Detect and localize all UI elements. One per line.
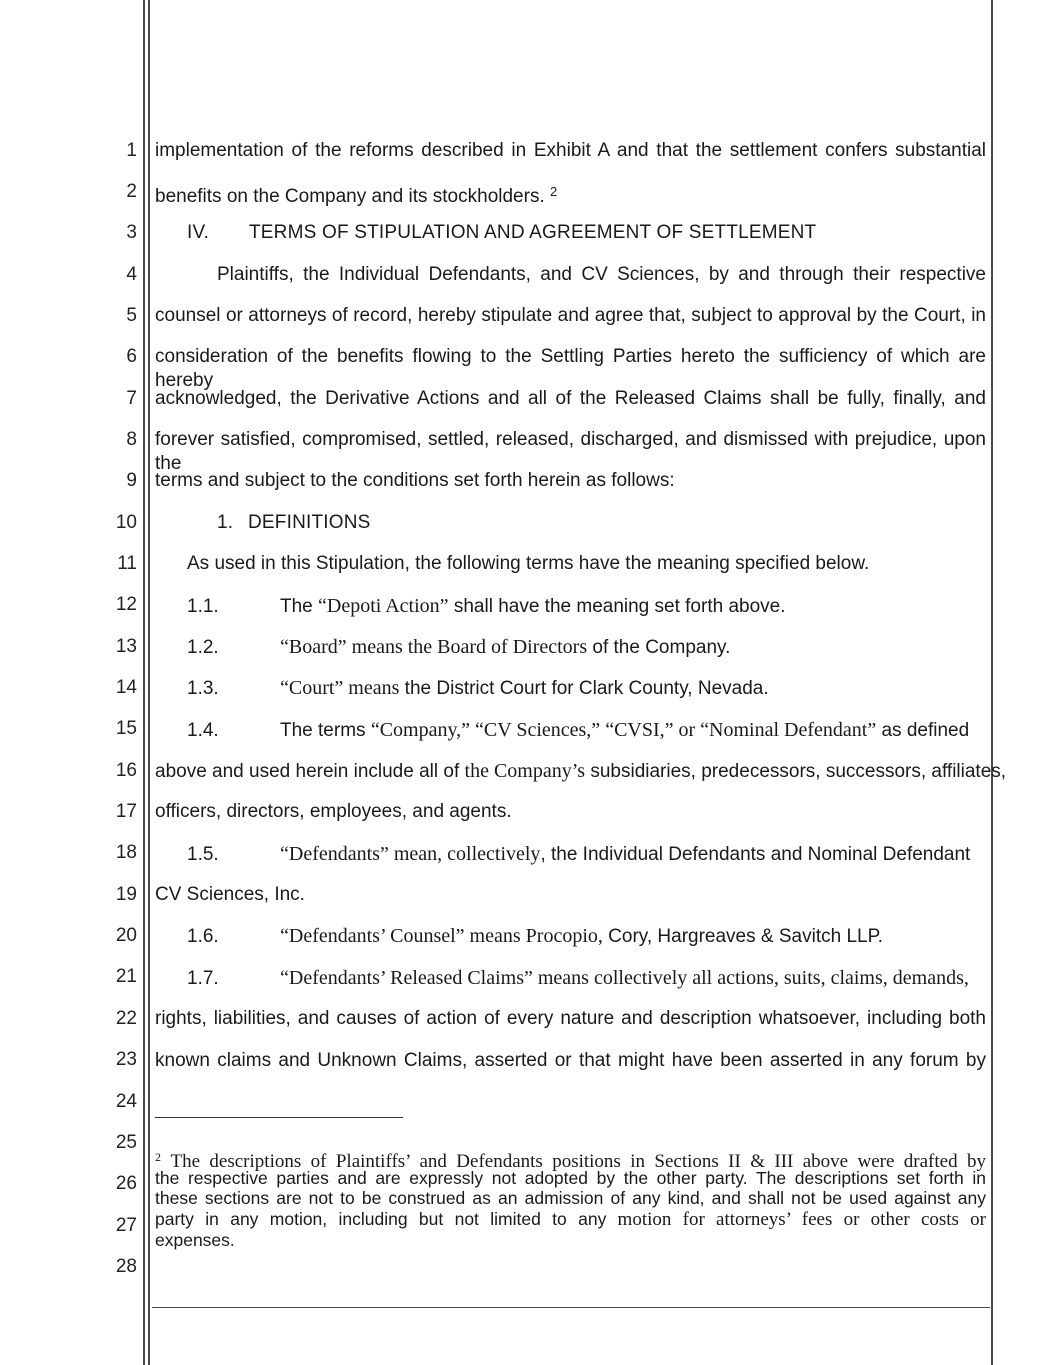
definition-number: 1.4. <box>187 720 219 741</box>
footnote-line-3: these sections are not to be construed as an admission of any kind, and shall not be used against any <box>155 1188 986 1208</box>
body-line-23: known claims and Unknown Claims, asserted or that might have been asserted in any forum by <box>155 1050 986 1071</box>
defined-term: “Company,” “CV Sciences,” “CVSI,” or “Nominal Defendant” <box>370 719 877 741</box>
body-line-2 <box>155 180 986 209</box>
definition-text: the District Court for Clark County, Nevada. <box>399 678 769 699</box>
line-number: 9 <box>126 470 137 491</box>
definition-text: of the Company. <box>587 637 731 658</box>
definition-text: above and used herein include all of <box>155 761 465 782</box>
line-number: 12 <box>115 594 137 615</box>
line-number: 11 <box>117 553 137 574</box>
footnote-marker: 2 <box>155 1150 161 1164</box>
definition-number: 1.1. <box>187 596 219 617</box>
body-line-8: forever satisfied, compromised, settled, released, discharged, and dismissed with prejudice, upon the <box>155 429 986 474</box>
footnote-line-4 <box>155 1209 986 1231</box>
definition-number: 1.7. <box>187 968 219 989</box>
footnote-ref[interactable]: 2 <box>550 184 558 199</box>
body-line-16 <box>155 759 1007 784</box>
body-line-4: Plaintiffs, the Individual Defendants, and CV Sciences, by and through their respective <box>217 264 986 285</box>
definition-text: subsidiaries, predecessors, successors, affiliates, <box>585 761 1007 782</box>
line-number: 6 <box>126 346 137 367</box>
body-line-2-text: benefits on the Company and its stockholders. <box>155 186 545 207</box>
footnote-text: The descriptions of Plaintiffs’ and Defendants positions in Sections II & III above were drafted by <box>170 1151 986 1172</box>
line-number: 8 <box>126 429 137 450</box>
footnote-text: party in any motion, including but not limited to any <box>155 1209 607 1229</box>
defined-term: “Defendants” mean, collectively <box>280 843 541 865</box>
line-number: 3 <box>126 222 137 243</box>
right-margin-rule <box>991 0 993 1365</box>
body-line-22: rights, liabilities, and causes of action of every nature and description whatsoever, including both <box>155 1008 986 1029</box>
line-number: 1 <box>126 140 137 161</box>
body-line-11: As used in this Stipulation, the following terms have the meaning specified below. <box>187 553 870 574</box>
definitions-number: 1. <box>217 512 234 533</box>
defined-term: the Company’s <box>464 760 586 782</box>
definition-text: The terms <box>280 720 371 741</box>
defined-term: “Board” means the Board of Directors <box>280 636 588 658</box>
line-number: 22 <box>115 1008 137 1029</box>
footnote-text: motion for attorneys’ fees or other costs or <box>606 1209 986 1230</box>
line-number: 4 <box>126 264 137 285</box>
definition-number: 1.5. <box>187 844 219 865</box>
body-line-7: acknowledged, the Derivative Actions and all of the Released Claims shall be fully, finally, and <box>155 388 986 409</box>
line-number: 5 <box>126 305 137 326</box>
section-heading <box>187 221 987 245</box>
body-line-9: terms and subject to the conditions set forth herein as follows: <box>155 470 675 491</box>
line-number: 15 <box>115 718 137 739</box>
footnote-separator <box>155 1117 403 1118</box>
definition-text: The <box>280 596 319 617</box>
line-number: 18 <box>115 842 137 863</box>
line-number: 24 <box>115 1091 137 1112</box>
page-bottom-rule <box>152 1307 990 1308</box>
body-line-17: officers, directors, employees, and agents. <box>155 801 512 822</box>
body-line-19: CV Sciences, Inc. <box>155 884 305 905</box>
defined-term: “Court” means <box>280 677 400 699</box>
line-number: 28 <box>115 1256 137 1277</box>
definition-1-2 <box>187 635 987 660</box>
line-number: 13 <box>115 636 137 657</box>
definition-number: 1.3. <box>187 678 219 699</box>
line-number: 17 <box>115 801 137 822</box>
body-line-5: counsel or attorneys of record, hereby stipulate and agree that, subject to approval by the Court, in <box>155 305 986 326</box>
definition-text: shall have the meaning set forth above. <box>448 596 786 617</box>
line-number: 25 <box>115 1132 137 1153</box>
line-number: 10 <box>115 512 137 533</box>
definition-1-6 <box>187 924 987 949</box>
definition-number: 1.6. <box>187 926 219 947</box>
line-number: 26 <box>115 1173 137 1194</box>
definitions-heading <box>217 511 917 535</box>
line-number: 14 <box>115 677 137 698</box>
definition-1-3 <box>187 676 987 701</box>
line-number: 7 <box>126 388 137 409</box>
footnote-line-5: expenses. <box>155 1230 235 1250</box>
body-line-6: consideration of the benefits flowing to the Settling Parties hereto the sufficiency of which are hereby <box>155 346 986 391</box>
section-title: TERMS OF STIPULATION AND AGREEMENT OF SETTLEMENT <box>249 222 817 243</box>
line-number: 20 <box>115 925 137 946</box>
definitions-title: DEFINITIONS <box>248 512 371 533</box>
footnote-line-2: the respective parties and are expressly not adopted by the other party. The descriptions set forth in <box>155 1168 986 1188</box>
definition-number: 1.2. <box>187 637 219 658</box>
line-number: 23 <box>115 1049 137 1070</box>
defined-term: “Defendants’ Counsel” means Procopio, <box>280 925 603 947</box>
defined-term: “Defendants’ Released Claims” means collectively all actions, suits, claims, demands, <box>280 967 969 989</box>
definition-text: as defined <box>876 720 970 741</box>
line-number: 2 <box>126 181 137 202</box>
section-number: IV. <box>187 222 210 243</box>
left-margin-rule-inner <box>148 0 150 1365</box>
line-number: 27 <box>115 1215 137 1236</box>
definition-1-5 <box>187 842 987 867</box>
definition-1-7 <box>187 966 987 991</box>
line-number: 16 <box>115 760 137 781</box>
line-number: 21 <box>115 966 137 987</box>
definition-text: Cory, Hargreaves & Savitch LLP. <box>602 926 884 947</box>
definition-1-4 <box>187 718 987 743</box>
definition-text: , the Individual Defendants and Nominal Defendant <box>540 844 971 865</box>
definition-1-1 <box>187 594 987 619</box>
defined-term: “Depoti Action” <box>318 595 449 617</box>
left-margin-rule-outer <box>143 0 145 1365</box>
line-number: 19 <box>115 884 137 905</box>
body-line-1: implementation of the reforms described in Exhibit A and that the settlement confers substantial <box>155 140 986 161</box>
